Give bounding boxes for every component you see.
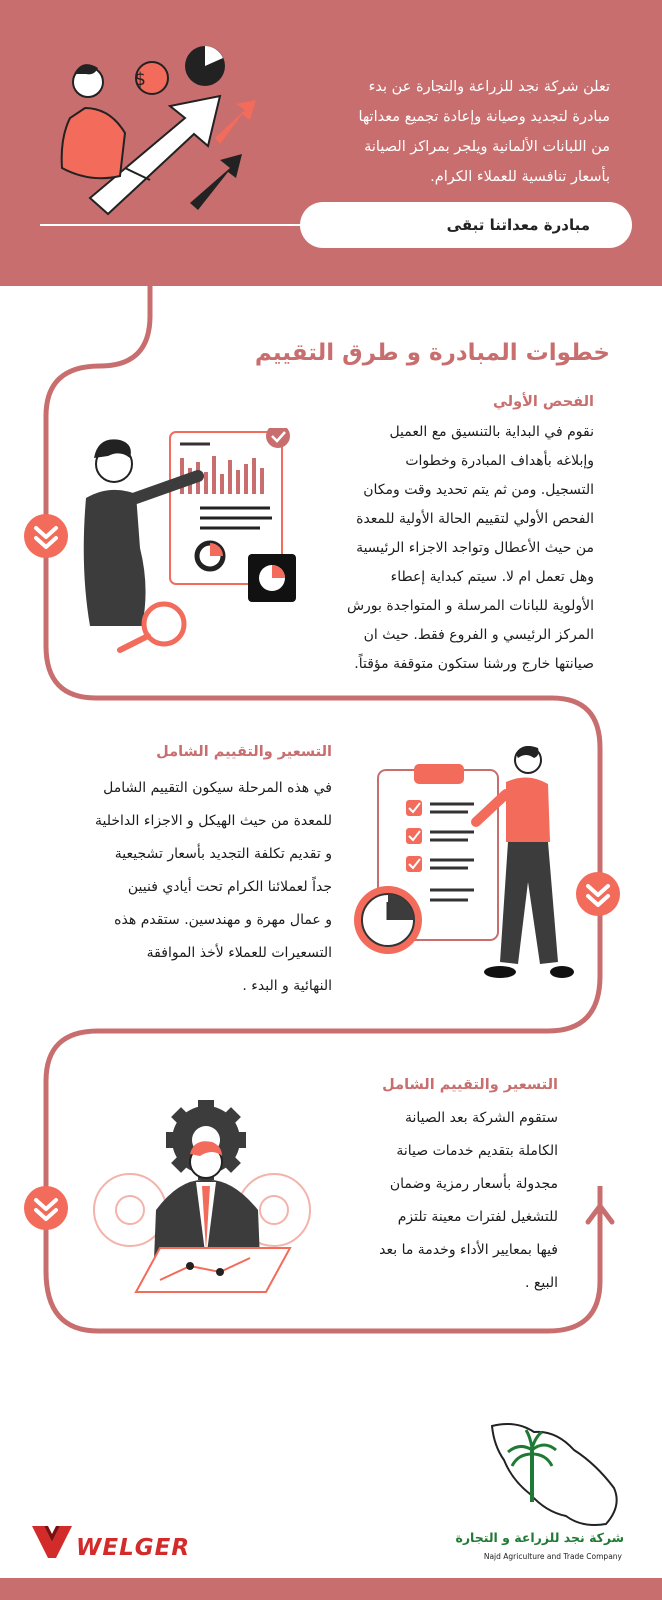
step-1-line: المركز الرئيسي و الفروع فقط. حيث ان: [363, 627, 594, 643]
step-1-body: [294, 418, 594, 679]
step-1-line: الفحص الأولي لتقييم الحالة الأولية للمعدة: [356, 511, 594, 527]
step-3-body: [288, 1102, 558, 1300]
chevron-double-down-icon: [24, 514, 68, 558]
step-3-line: ستقوم الشركة بعد الصيانة: [404, 1110, 558, 1126]
company-name-arabic: شركة نجد للزراعة و التجارة: [455, 1530, 624, 1545]
step-3-line: مجدولة بأسعار رمزية وضمان: [389, 1176, 558, 1192]
analytics-illustration: [80, 428, 302, 656]
maintenance-illustration: [90, 1100, 315, 1322]
hero-line: تعلن شركة نجد للزراعة والتجارة عن بدء: [368, 79, 610, 95]
growth-illustration: [30, 38, 270, 218]
najd-map-logo: [486, 1420, 626, 1532]
step-2-line: في هذه المرحلة سيكون التقييم الشامل: [103, 780, 332, 796]
clock-icon: [354, 886, 422, 954]
step-2-line: و تقديم تكلفة التجديد بأسعار تشجيعية: [114, 846, 332, 862]
step-2-body: [42, 772, 332, 1003]
hero-divider: [40, 224, 340, 226]
step-2-line: و عمال مهرة و مهندسين. ستقدم هذه: [114, 912, 332, 928]
hero-line: من اللبانات الألمانية ويلجر بمراكز الصيانة: [364, 139, 610, 155]
chevron-double-down-icon: [24, 1186, 68, 1230]
step-3-line: فيها بمعايير الأداء وخدمة ما بعد: [379, 1242, 558, 1258]
step-2-line: النهائية و البدء .: [242, 978, 332, 994]
step-1-line: من حيث الأعطال وتواجد الاجزاء الرئيسية: [356, 540, 594, 556]
welger-logo-mark: [30, 1524, 74, 1560]
step-2-line: للمعدة من حيث الهيكل و الاجزاء الداخلية: [95, 813, 332, 829]
step-3-line: الكاملة بتقديم خدمات صيانة: [396, 1143, 558, 1159]
step-1-line: وهل تعمل ام لا. سيتم كبداية إعطاء: [390, 569, 594, 585]
hero-banner: [0, 0, 662, 286]
step-3-line: البيع .: [525, 1275, 558, 1291]
checklist-illustration: [350, 742, 590, 992]
step-2-title: التسعير والتقييم الشامل: [156, 744, 332, 760]
step-1-line: وإبلاغه بأهداف المبادرة وخطوات: [405, 453, 594, 469]
step-2-line: التسعيرات للعملاء لأخذ الموافقة: [146, 945, 332, 961]
company-name-english: Najd Agriculture and Trade Company: [483, 1552, 622, 1561]
step-1-line: صيانتها خارج ورشنا ستكون متوقفة مؤقتاً.: [354, 656, 594, 672]
step-3-title: التسعير والتقييم الشامل: [382, 1077, 558, 1093]
footer-strip: [0, 1578, 662, 1600]
hero-line: مبادرة لتجديد وصيانة وإعادة تجميع معداتها: [358, 109, 610, 125]
step-3-line: للتشغيل لفترات معينة تلتزم: [397, 1209, 558, 1225]
step-2-line: جداً لعملائنا الكرام تحت أيادي فنيين: [127, 879, 332, 895]
step-1-title: الفحص الأولي: [492, 394, 594, 410]
initiative-pill: [300, 202, 632, 248]
welger-wordmark: WELGER: [76, 1535, 191, 1561]
step-1-line: نقوم في البداية بالتنسيق مع العميل: [389, 424, 594, 440]
arrow-up-icon: [584, 1200, 616, 1226]
hero-line: بأسعار تنافسية للعملاء الكرام.: [430, 169, 610, 185]
section-title: خطوات المبادرة و طرق التقييم: [254, 340, 610, 366]
hero-intro: [310, 72, 610, 192]
step-1-line: التسجيل. ومن ثم يتم تحديد وقت ومكان: [363, 482, 594, 498]
initiative-pill-label: مبادرة معداتنا تبقى: [446, 216, 590, 234]
step-1-line: الأولوية للبانات المرسلة و المتواجدة بورش: [346, 598, 594, 614]
svg-text:$: $: [134, 69, 146, 90]
